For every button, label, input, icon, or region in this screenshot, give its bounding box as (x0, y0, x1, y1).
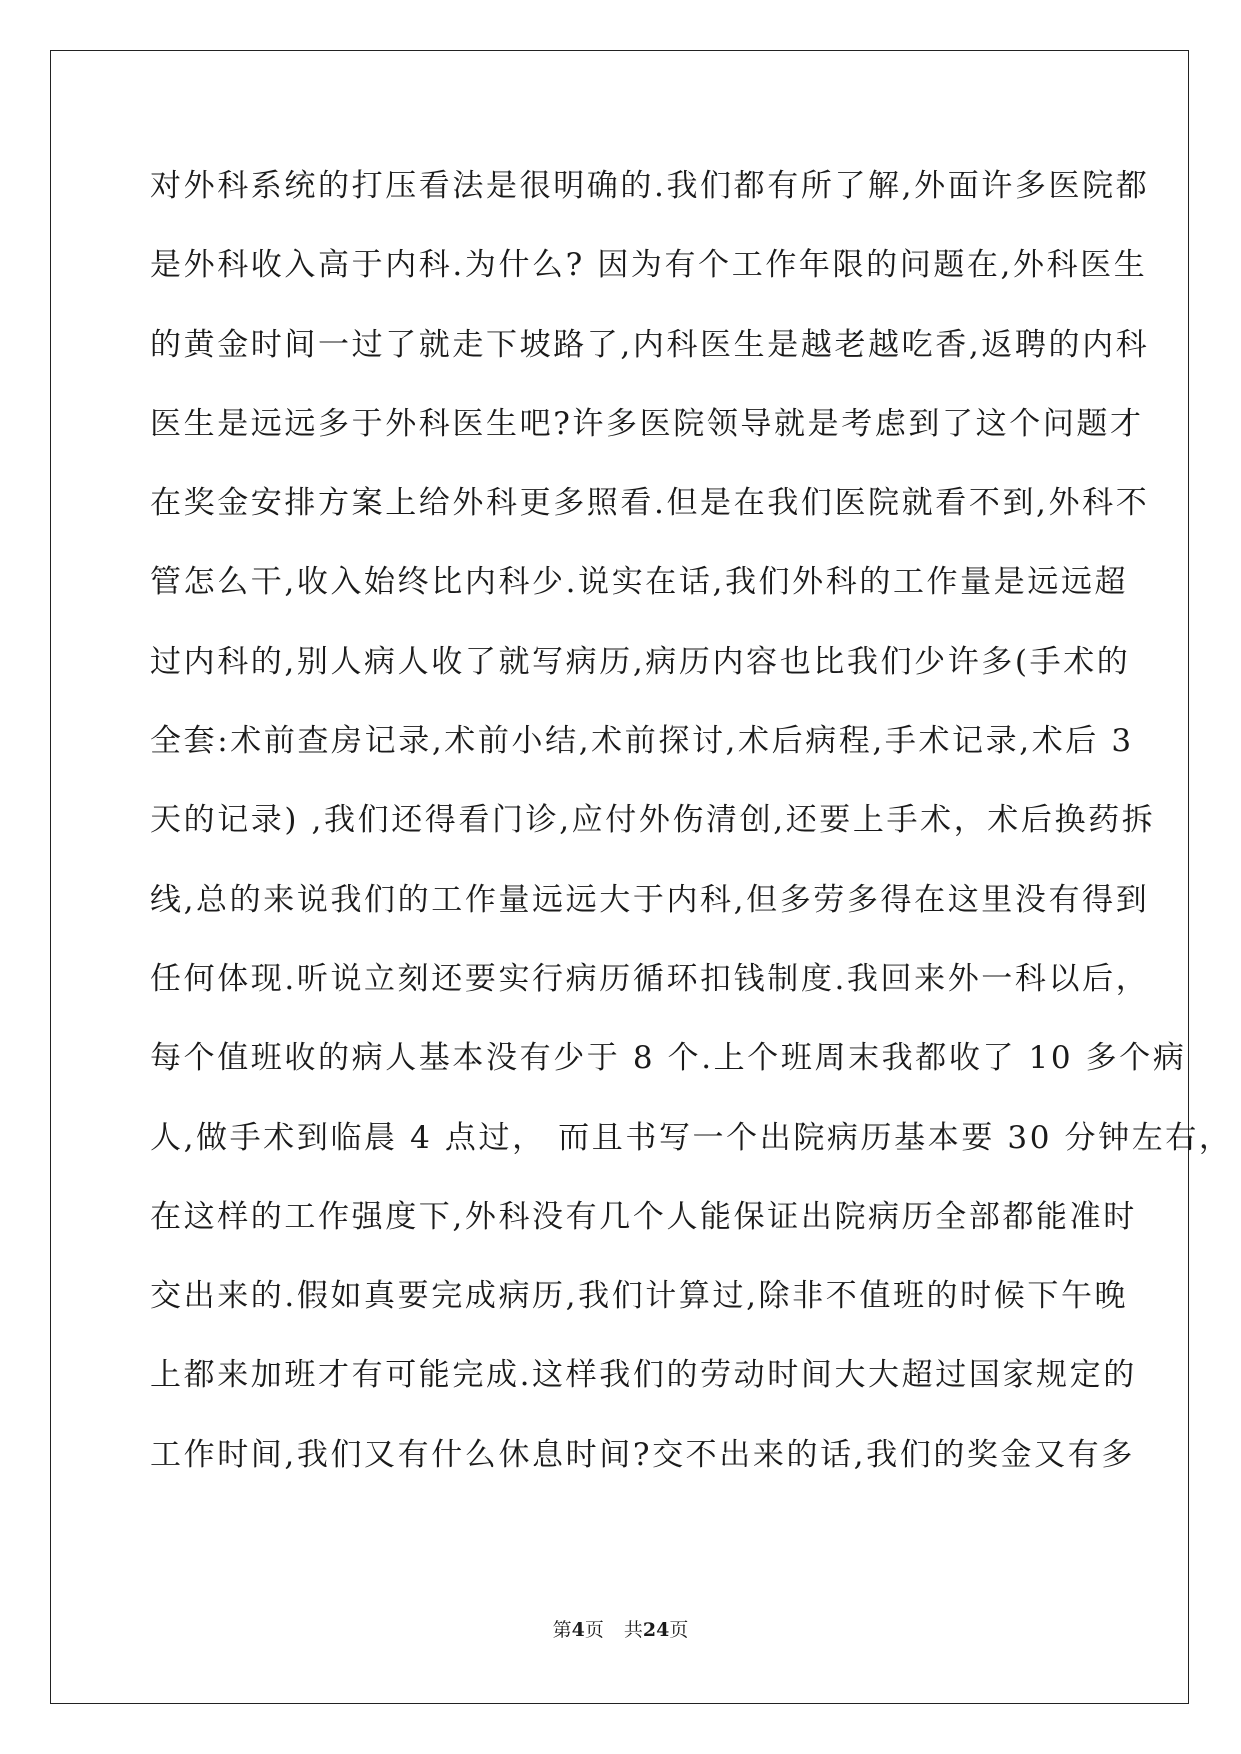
text-line: 在这样的工作强度下,外科没有几个人能保证出院病历全部都能准时 (150, 1198, 1137, 1235)
page-footer (0, 1615, 1241, 1642)
text-line: 全套:术前查房记录,术前小结,术前探讨,术后病程,手术记录,术后 3 (150, 723, 1134, 760)
text-line: 每个值班收的病人基本没有少于 8 个.上个班周末我都收了 10 多个病 (150, 1040, 1187, 1077)
text-line: 工作时间,我们又有什么休息时间?交不出来的话,我们的奖金又有多 (150, 1436, 1135, 1473)
text-line: 对外科系统的打压看法是很明确的.我们都有所了解,外面许多医院都 (150, 168, 1150, 204)
text-line: 的黄金时间一过了就走下坡路了,内科医生是越老越吃香,返聘的内科 (150, 326, 1150, 363)
page-suffix: 页 (584, 1619, 604, 1641)
page-current: 4 (571, 1619, 585, 1641)
text-line: 是外科收入高于内科.为什么? 因为有个工作年限的问题在,外科医生 (150, 247, 1148, 284)
text-line: 任何体现.听说立刻还要实行病历循环扣钱制度.我回来外一科以后， (150, 960, 1150, 997)
text-line: 管怎么干,收入始终比内科少.说实在话,我们外科的工作量是远远超 (150, 564, 1129, 601)
text-line: 在奖金安排方案上给外科更多照看.但是在我们医院就看不到,外科不 (150, 485, 1150, 522)
document-body (150, 161, 1233, 1509)
text-line: 线,总的来说我们的工作量远远大于内科,但多劳多得在这里没有得到 (150, 881, 1150, 918)
page-prefix: 第 (552, 1619, 572, 1641)
text-line: 交出来的.假如真要完成病历,我们计算过,除非不值班的时候下午晚 (150, 1278, 1129, 1315)
page-total: 24 (642, 1619, 670, 1641)
text-line: 过内科的,别人病人收了就写病历,病历内容也比我们少许多(手术的 (150, 643, 1131, 680)
total-prefix: 共 (623, 1619, 643, 1641)
text-line: 上都来加班才有可能完成.这样我们的劳动时间大大超过国家规定的 (150, 1357, 1137, 1394)
total-suffix: 页 (669, 1619, 689, 1641)
text-line: 天的记录) ,我们还得看门诊,应付外伤清创,还要上手术，术后换药拆 (150, 802, 1156, 839)
text-line: 医生是远远多于外科医生吧?许多医院领导就是考虑到了这个问题才 (150, 405, 1144, 442)
text-line: 人,做手术到临晨 4 点过， 而且书写一个出院病历基本要 30 分钟左右， (150, 1119, 1233, 1156)
